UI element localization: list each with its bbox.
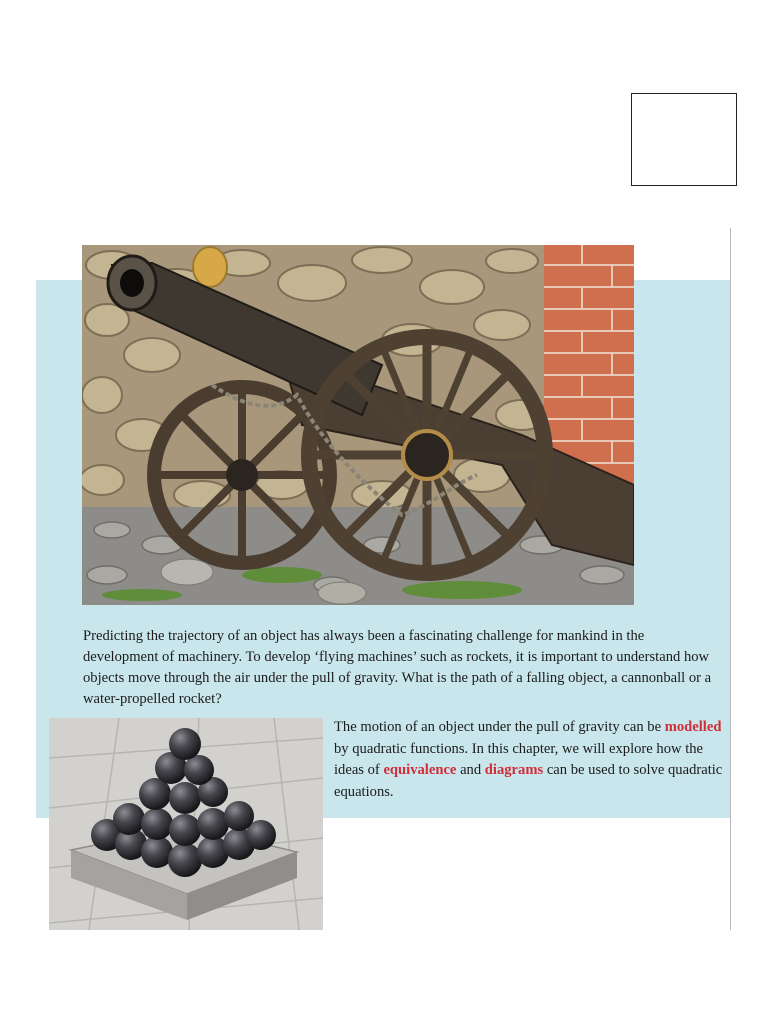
intro-paragraph-block [83, 626, 723, 710]
motion-paragraph [334, 717, 726, 803]
intro-paragraph: Predicting the trajectory of an object has always been a fascinating challenge for mankind in the development of machinery. To develop ‘flying machines’ such as rockets, it is important to understand how objects move through the air under the pull of gravity. What is the path of a falling object, a cannonball or a water-propelled rocket? [83, 628, 712, 707]
keyword-equivalence: equivalence [383, 762, 457, 778]
cannonball-pyramid-photo [49, 718, 323, 930]
keyword-diagrams: diagrams [484, 762, 544, 778]
motion-paragraph-block [334, 717, 726, 803]
motion-text-part4: can be used to solve quadratic equations. [334, 762, 723, 800]
motion-text-part3: and [456, 762, 485, 778]
motion-text-part2: by quadratic functions. In this chapter, we will explore how the ideas of [334, 740, 704, 778]
cannon-photo [82, 245, 634, 605]
motion-text-part1: The motion of an object under the pull of gravity can be [334, 719, 665, 735]
keyword-modelled: modelled [664, 719, 722, 735]
page-margin-rule [730, 228, 731, 930]
empty-box [631, 93, 737, 186]
